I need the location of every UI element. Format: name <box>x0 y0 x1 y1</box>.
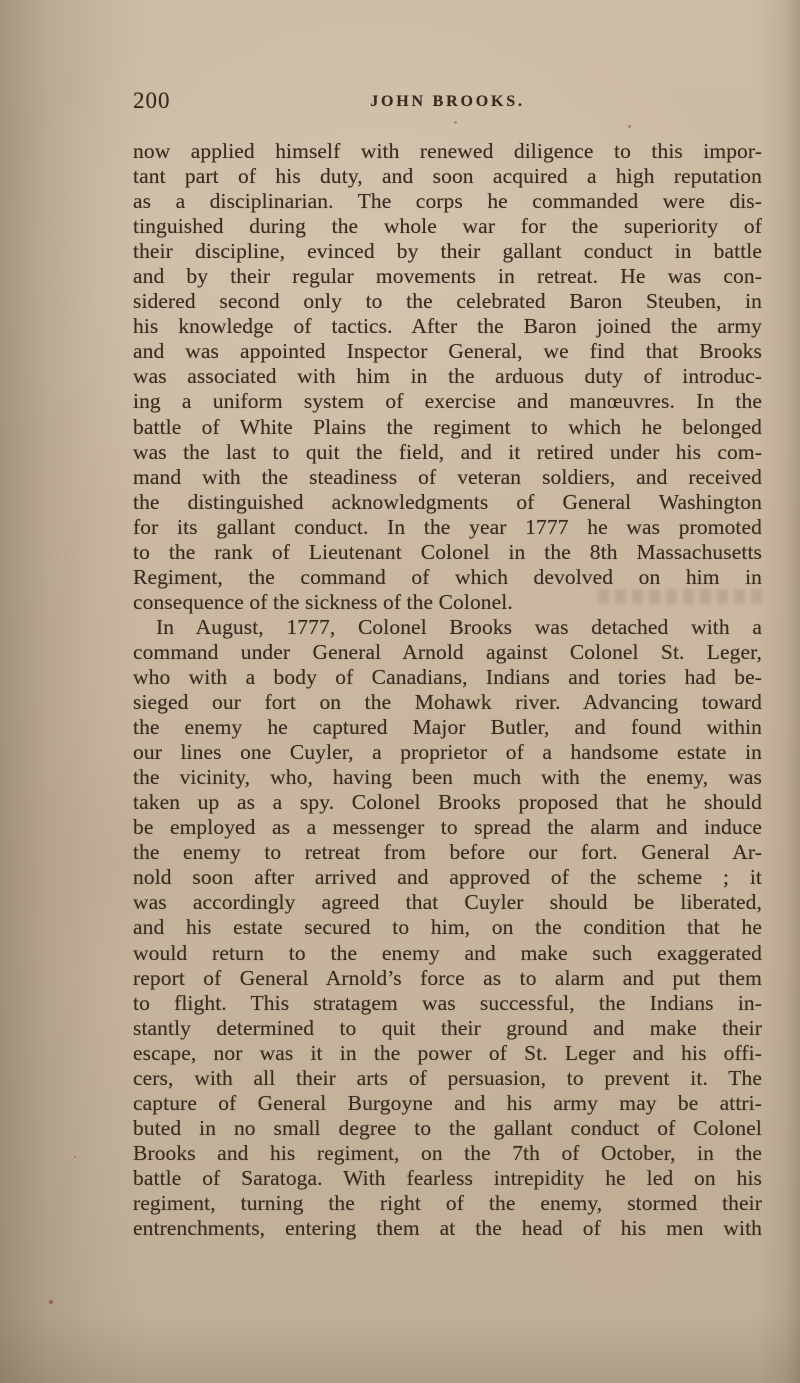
text-line: was associated with him in the arduous duty of introduc- <box>133 364 762 389</box>
text-line: battle of White Plains the regiment to which he belonged <box>133 414 762 439</box>
text-line: tant part of his duty, and soon acquired a high reputation <box>133 164 762 189</box>
text-line: escape, nor was it in the power of St. Leger and his offi- <box>133 1040 762 1065</box>
text-line: nold soon after arrived and approved of the scheme ; it <box>133 865 762 890</box>
text-line: the enemy to retreat from before our fort. General Ar- <box>133 840 762 865</box>
text-line: sieged our fort on the Mohawk river. Advancing toward <box>133 690 762 715</box>
text-line: would return to the enemy and make such exaggerated <box>133 940 762 965</box>
foxing-speck <box>74 1156 76 1158</box>
text-line: command under General Arnold against Colonel St. Leger, <box>133 639 762 664</box>
text-line: to the rank of Lieutenant Colonel in the 8th Massachusetts <box>133 539 762 564</box>
text-line: now applied himself with renewed diligence to this impor- <box>133 139 762 163</box>
text-line: as a disciplinarian. The corps he commanded were dis- <box>133 189 762 214</box>
text-line: and by their regular movements in retreat. He was con- <box>133 264 762 289</box>
text-line: was the last to quit the field, and it retired under his com- <box>133 439 762 464</box>
ink-bleedthrough-artifact <box>598 589 766 604</box>
text-line: taken up as a spy. Colonel Brooks proposed that he should <box>133 790 762 815</box>
text-line: and his estate secured to him, on the condition that he <box>133 915 762 940</box>
text-line: capture of General Burgoyne and his army may be attri- <box>133 1090 762 1115</box>
running-title: JOHN BROOKS. <box>370 93 525 110</box>
text-line: the vicinity, who, having been much with the enemy, was <box>133 765 762 790</box>
page-number: 200 <box>133 88 171 113</box>
text-line: the enemy he captured Major Butler, and found within <box>133 715 762 740</box>
text-line: to flight. This stratagem was successful, the Indians in- <box>133 990 762 1015</box>
page-body <box>133 139 762 1241</box>
running-header <box>133 86 762 114</box>
paragraph <box>133 139 762 615</box>
text-line: stantly determined to quit their ground and make their <box>133 1015 762 1040</box>
text-line: the distinguished acknowledgments of General Washington <box>133 489 762 514</box>
foxing-speck <box>628 125 631 128</box>
text-line: cers, with all their arts of persuasion, to prevent it. The <box>133 1065 762 1090</box>
text-line: their discipline, evinced by their gallant conduct in battle <box>133 239 762 264</box>
foxing-speck <box>49 1300 53 1304</box>
text-line: report of General Arnold’s force as to alarm and put them <box>133 965 762 990</box>
text-line: consequence of the sickness of the Colonel. <box>133 589 513 614</box>
text-line: sidered second only to the celebrated Baron Steuben, in <box>133 289 762 314</box>
text-line: Brooks and his regiment, on the 7th of October, in the <box>133 1140 762 1165</box>
text-line: be employed as a messenger to spread the alarm and induce <box>133 815 762 840</box>
text-line: ing a uniform system of exercise and manœuvres. In the <box>133 389 762 414</box>
text-line: mand with the steadiness of veteran soldiers, and received <box>133 464 762 489</box>
paragraph <box>133 615 762 1241</box>
text-line: regiment, turning the right of the enemy, stormed their <box>133 1190 762 1215</box>
text-line: buted in no small degree to the gallant conduct of Colonel <box>133 1115 762 1140</box>
text-line: entrenchments, entering them at the head of his men with <box>133 1216 762 1241</box>
text-line: Regiment, the command of which devolved on him in <box>133 564 762 589</box>
text-line: In August, 1777, Colonel Brooks was detached with a <box>156 614 762 639</box>
text-line: battle of Saratoga. With fearless intrepidity he led on his <box>133 1165 762 1190</box>
text-line: tinguished during the whole war for the superiority of <box>133 214 762 239</box>
foxing-speck <box>454 121 457 124</box>
text-line: his knowledge of tactics. After the Baron joined the army <box>133 314 762 339</box>
text-line: and was appointed Inspector General, we find that Brooks <box>133 339 762 364</box>
text-line: for its gallant conduct. In the year 1777 he was promoted <box>133 514 762 539</box>
text-line: was accordingly agreed that Cuyler should be liberated, <box>133 890 762 915</box>
text-line: who with a body of Canadians, Indians and tories had be- <box>133 664 762 689</box>
text-line: our lines one Cuyler, a proprietor of a handsome estate in <box>133 740 762 765</box>
